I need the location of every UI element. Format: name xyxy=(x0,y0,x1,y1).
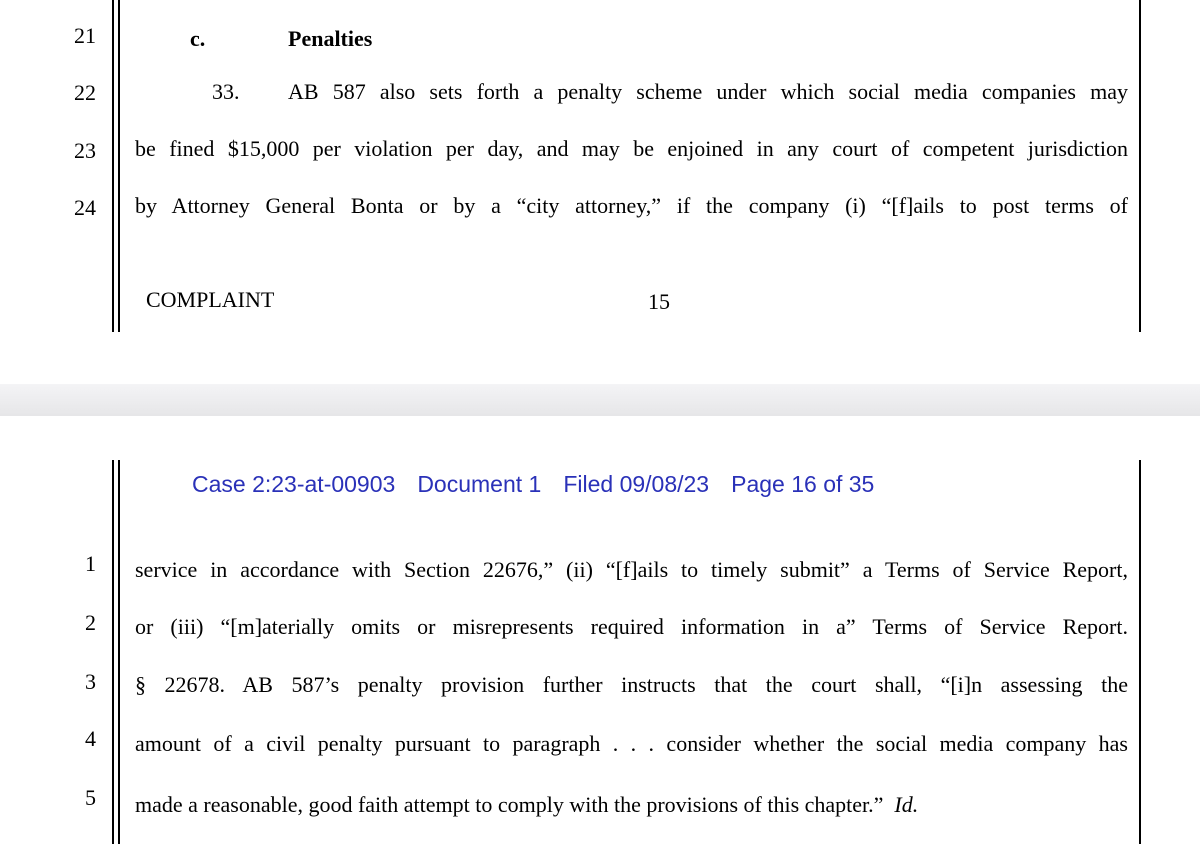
page-separator xyxy=(0,384,1200,416)
footer-label: COMPLAINT xyxy=(146,287,275,312)
text-line: or (iii) “[m]aterially omits or misrepresents required information in a” Terms of Service Report. xyxy=(135,614,1128,639)
line-number: 5 xyxy=(85,785,96,810)
line-number: 22 xyxy=(74,80,96,105)
text-line: service in accordance with Section 22676,” (ii) “[f]ails to timely submit” a Terms of Service Report, xyxy=(135,557,1128,582)
left-margin-rule xyxy=(118,0,120,332)
text-line: § 22678. AB 587’s penalty provision further instructs that the court shall, “[i]n assessing the xyxy=(135,672,1128,697)
right-margin-rule xyxy=(1139,0,1141,332)
text-line: made a reasonable, good faith attempt to comply with the provisions of this chapter.” xyxy=(135,792,884,817)
line-number: 24 xyxy=(74,195,96,220)
text-line: by Attorney General Bonta or by a “city attorney,” if the company (i) “[f]ails to post terms of xyxy=(135,193,1128,218)
page-number: 15 xyxy=(648,289,670,314)
paragraph-number: 33. xyxy=(212,79,240,104)
line-number: 23 xyxy=(74,138,96,163)
line-number: 21 xyxy=(74,23,96,48)
text-line: be fined $15,000 per violation per day, and may be enjoined in any court of competent jurisdiction xyxy=(135,136,1128,161)
line-number: 4 xyxy=(85,726,96,751)
section-title: Penalties xyxy=(288,26,373,51)
left-margin-rule xyxy=(112,460,114,844)
line-number: 1 xyxy=(85,551,96,576)
page-count: Page 16 of 35 xyxy=(731,471,875,497)
text-line: AB 587 also sets forth a penalty scheme under which social media companies may xyxy=(288,79,1128,104)
case-number: Case 2:23-at-00903 xyxy=(192,471,396,497)
left-margin-rule xyxy=(118,460,120,844)
line-number: 2 xyxy=(85,610,96,635)
line-number: 3 xyxy=(85,669,96,694)
document-number: Document 1 xyxy=(417,471,542,497)
document-page-15 xyxy=(0,0,1200,384)
left-margin-rule xyxy=(112,0,114,332)
text-line-last xyxy=(135,792,918,818)
filed-date: Filed 09/08/23 xyxy=(563,471,710,497)
right-margin-rule xyxy=(1139,460,1141,844)
case-header xyxy=(192,471,896,498)
section-letter: c. xyxy=(190,26,206,51)
text-line: amount of a civil penalty pursuant to paragraph . . . consider whether the social media company has xyxy=(135,731,1128,756)
citation: Id. xyxy=(894,792,919,817)
